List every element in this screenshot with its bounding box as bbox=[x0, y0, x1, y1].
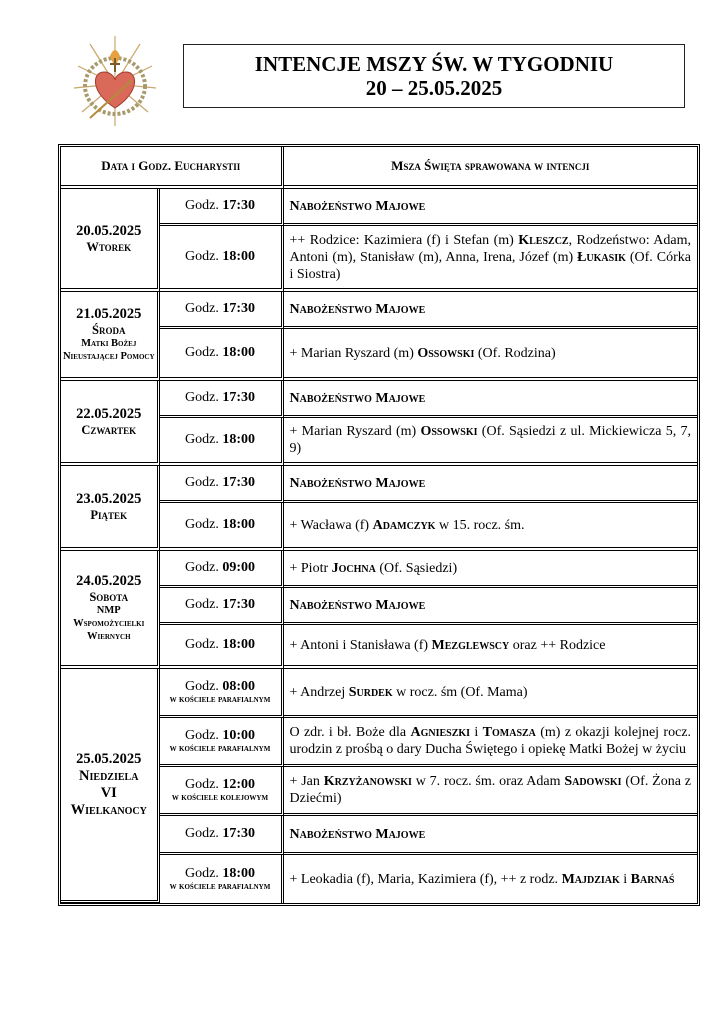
table-row bbox=[61, 551, 697, 588]
day-cell bbox=[61, 466, 160, 551]
intention-name: Nabożeństwo Majowe bbox=[289, 301, 426, 317]
mass-time: 17:30 bbox=[222, 597, 255, 612]
mass-time-cell bbox=[160, 292, 284, 329]
day-cell bbox=[61, 669, 160, 903]
intention-name: Nabożeństwo Majowe bbox=[289, 826, 426, 842]
time-prefix: Godz. bbox=[185, 865, 223, 881]
time-prefix: Godz. bbox=[185, 517, 223, 532]
intention-text: i bbox=[619, 871, 631, 887]
time-prefix: Godz. bbox=[185, 826, 223, 841]
mass-time-cell bbox=[160, 418, 284, 466]
mass-time: 10:00 bbox=[222, 727, 255, 743]
intention-name: Barnaś bbox=[630, 871, 675, 887]
intention-text: + Marian Ryszard (m) bbox=[289, 424, 421, 439]
intention-cell bbox=[284, 418, 698, 466]
day-date: 20.05.2025 bbox=[76, 223, 142, 239]
intention-text: (m) z okazji kolejnej rocz. urodzin z prośbą o dary Ducha Świętego i opiekę Matki Bożej w życiu bbox=[289, 725, 691, 757]
day-date: 22.05.2025 bbox=[76, 406, 142, 422]
time-prefix: Godz. bbox=[185, 678, 223, 694]
intention-text: (Of. Córka i Siostra) bbox=[289, 249, 691, 282]
intention-text: (Of. Rodzina) bbox=[474, 345, 556, 361]
col-date-header: Data i Godz. Eucharystii bbox=[61, 147, 284, 189]
day-name: Piątek bbox=[90, 508, 128, 522]
mass-time: 09:00 bbox=[222, 560, 255, 575]
mass-time-cell bbox=[160, 503, 284, 551]
day-subtitle: Matki Bożej bbox=[81, 338, 137, 349]
mass-time: 17:30 bbox=[222, 301, 255, 316]
intention-text: + Andrzej bbox=[289, 684, 349, 700]
mass-place: w kościele kolejowym bbox=[171, 792, 269, 803]
intention-cell bbox=[284, 816, 698, 855]
mass-time-cell bbox=[160, 718, 284, 767]
day-date: 25.05.2025 bbox=[76, 750, 142, 767]
intention-cell bbox=[284, 329, 698, 381]
intention-name: Jochna bbox=[331, 560, 376, 576]
day-name: Środa bbox=[92, 323, 126, 337]
day-cell bbox=[61, 292, 160, 381]
table-row bbox=[61, 381, 697, 418]
mass-time: 08:00 bbox=[222, 678, 255, 694]
week-dates: 20 – 25.05.2025 bbox=[365, 76, 503, 100]
table-row bbox=[61, 466, 697, 503]
day-subtitle: NMP Wspomożycielki bbox=[73, 605, 145, 629]
intention-name: Kleszcz bbox=[518, 232, 569, 248]
day-cell bbox=[61, 381, 160, 466]
day-date: 23.05.2025 bbox=[76, 491, 142, 507]
title-box bbox=[183, 44, 685, 108]
intention-cell bbox=[284, 381, 698, 418]
intention-text: O zdr. i bł. Boże dla bbox=[289, 725, 411, 740]
mass-time-cell bbox=[160, 466, 284, 503]
intention-name: Łukasik bbox=[577, 249, 626, 265]
intention-text: oraz ++ Rodzice bbox=[509, 637, 606, 653]
mass-time-cell bbox=[160, 226, 284, 292]
mass-time-cell bbox=[160, 588, 284, 625]
time-prefix: Godz. bbox=[185, 345, 223, 360]
intention-name: Ossowski bbox=[417, 345, 475, 361]
mass-time-cell bbox=[160, 767, 284, 816]
intention-name: Surdek bbox=[348, 684, 393, 700]
table-row bbox=[61, 292, 697, 329]
intention-name: Krzyżanowski bbox=[323, 774, 412, 789]
time-prefix: Godz. bbox=[185, 432, 223, 447]
intention-name: Sadowski bbox=[564, 774, 622, 789]
day-name-2: VI Wielkanocy bbox=[70, 784, 147, 818]
mass-time: 17:30 bbox=[222, 198, 255, 213]
mass-time: 18:00 bbox=[222, 345, 255, 360]
mass-time: 18:00 bbox=[222, 637, 255, 652]
mass-time: 18:00 bbox=[222, 432, 255, 447]
intention-text: + Antoni i Stanisława (f) bbox=[289, 637, 432, 653]
intention-text: (Of. Żona z Dziećmi) bbox=[289, 774, 691, 806]
mass-time: 18:00 bbox=[222, 517, 255, 532]
intention-name: Adamczyk bbox=[372, 517, 436, 533]
intention-text: + Marian Ryszard (m) bbox=[289, 345, 418, 361]
intention-text: , Rodzeństwo: Adam, Antoni (m), Stanisław (m), Anna, Irena, Józef (m) bbox=[289, 232, 692, 265]
mass-place: w kościele parafialnym bbox=[169, 743, 271, 754]
mass-time: 18:00 bbox=[222, 865, 255, 881]
intention-text: + Piotr bbox=[289, 560, 332, 576]
intention-cell bbox=[284, 588, 698, 625]
schedule-table bbox=[58, 144, 700, 906]
time-prefix: Godz. bbox=[185, 301, 223, 316]
intention-name: Nabożeństwo Majowe bbox=[289, 390, 426, 406]
mass-time: 17:30 bbox=[222, 390, 255, 405]
intention-cell bbox=[284, 189, 698, 226]
mass-time-cell bbox=[160, 329, 284, 381]
intention-text: i bbox=[470, 725, 483, 740]
day-name: Niedziela bbox=[79, 767, 139, 784]
intention-name: Nabożeństwo Majowe bbox=[289, 475, 426, 491]
mass-time-cell bbox=[160, 625, 284, 669]
day-cell bbox=[61, 551, 160, 669]
intention-text: (Of. Sąsiedzi z ul. Mickiewicza 5, 7, 9) bbox=[289, 424, 691, 456]
mass-place: w kościele parafialnym bbox=[169, 881, 271, 892]
time-prefix: Godz. bbox=[185, 727, 223, 743]
intention-cell bbox=[284, 625, 698, 669]
time-prefix: Godz. bbox=[185, 637, 223, 652]
time-prefix: Godz. bbox=[185, 390, 223, 405]
intention-name: Nabożeństwo Majowe bbox=[289, 597, 426, 613]
intention-cell bbox=[284, 466, 698, 503]
sacred-heart-icon bbox=[70, 26, 160, 130]
day-subtitle: Nieustającej Pomocy bbox=[62, 351, 155, 362]
intention-cell bbox=[284, 718, 698, 767]
table-row bbox=[61, 669, 697, 718]
time-prefix: Godz. bbox=[185, 475, 223, 490]
day-name: Czwartek bbox=[81, 423, 137, 437]
mass-time-cell bbox=[160, 669, 284, 718]
intention-cell bbox=[284, 767, 698, 816]
intention-text: ++ Rodzice: Kazimiera (f) i Stefan (m) bbox=[289, 232, 519, 248]
time-prefix: Godz. bbox=[185, 560, 223, 575]
mass-time-cell bbox=[160, 816, 284, 855]
intention-name: Majdziak bbox=[561, 871, 620, 887]
day-date: 24.05.2025 bbox=[76, 573, 142, 589]
mass-time-cell bbox=[160, 855, 284, 903]
mass-time-cell bbox=[160, 189, 284, 226]
day-name: Sobota bbox=[89, 590, 129, 604]
intention-name: Tomasza bbox=[482, 725, 536, 740]
table-header-row bbox=[61, 147, 697, 189]
mass-time-cell bbox=[160, 551, 284, 588]
day-cell bbox=[61, 189, 160, 292]
intention-text: + Jan bbox=[289, 774, 324, 789]
intention-text: w rocz. śm (Of. Mama) bbox=[392, 684, 528, 700]
intention-cell bbox=[284, 669, 698, 718]
intention-name: Mezglewscy bbox=[431, 637, 510, 653]
time-prefix: Godz. bbox=[185, 249, 223, 264]
mass-time: 12:00 bbox=[222, 776, 255, 792]
mass-time: 17:30 bbox=[222, 475, 255, 490]
col-intention-header: Msza Święta sprawowana w intencji bbox=[284, 147, 698, 189]
intention-cell bbox=[284, 226, 698, 292]
intention-name: Ossowski bbox=[420, 424, 478, 439]
intention-text: + Leokadia (f), Maria, Kazimiera (f), ++ z rodz. bbox=[289, 871, 562, 887]
time-prefix: Godz. bbox=[185, 597, 223, 612]
intention-cell bbox=[284, 503, 698, 551]
page-title: INTENCJE MSZY ŚW. W TYGODNIU bbox=[254, 52, 614, 76]
intention-text: w 7. rocz. śm. oraz Adam bbox=[411, 774, 565, 789]
intention-text: w 15. rocz. śm. bbox=[435, 517, 525, 533]
day-name: Wtorek bbox=[86, 240, 132, 254]
intention-name: Agnieszki bbox=[410, 725, 471, 740]
time-prefix: Godz. bbox=[185, 198, 223, 213]
intention-text: + Wacława (f) bbox=[289, 517, 373, 533]
intention-cell bbox=[284, 551, 698, 588]
table-row bbox=[61, 189, 697, 226]
day-date: 21.05.2025 bbox=[76, 306, 142, 322]
intention-cell bbox=[284, 292, 698, 329]
mass-time-cell bbox=[160, 381, 284, 418]
day-subtitle: Wiernych bbox=[86, 631, 131, 642]
time-prefix: Godz. bbox=[185, 776, 223, 792]
mass-time: 17:30 bbox=[222, 826, 255, 841]
intention-cell bbox=[284, 855, 698, 903]
mass-time: 18:00 bbox=[222, 249, 255, 264]
intention-name: Nabożeństwo Majowe bbox=[289, 198, 426, 214]
mass-place: w kościele parafialnym bbox=[169, 694, 271, 705]
intention-text: (Of. Sąsiedzi) bbox=[375, 560, 458, 576]
